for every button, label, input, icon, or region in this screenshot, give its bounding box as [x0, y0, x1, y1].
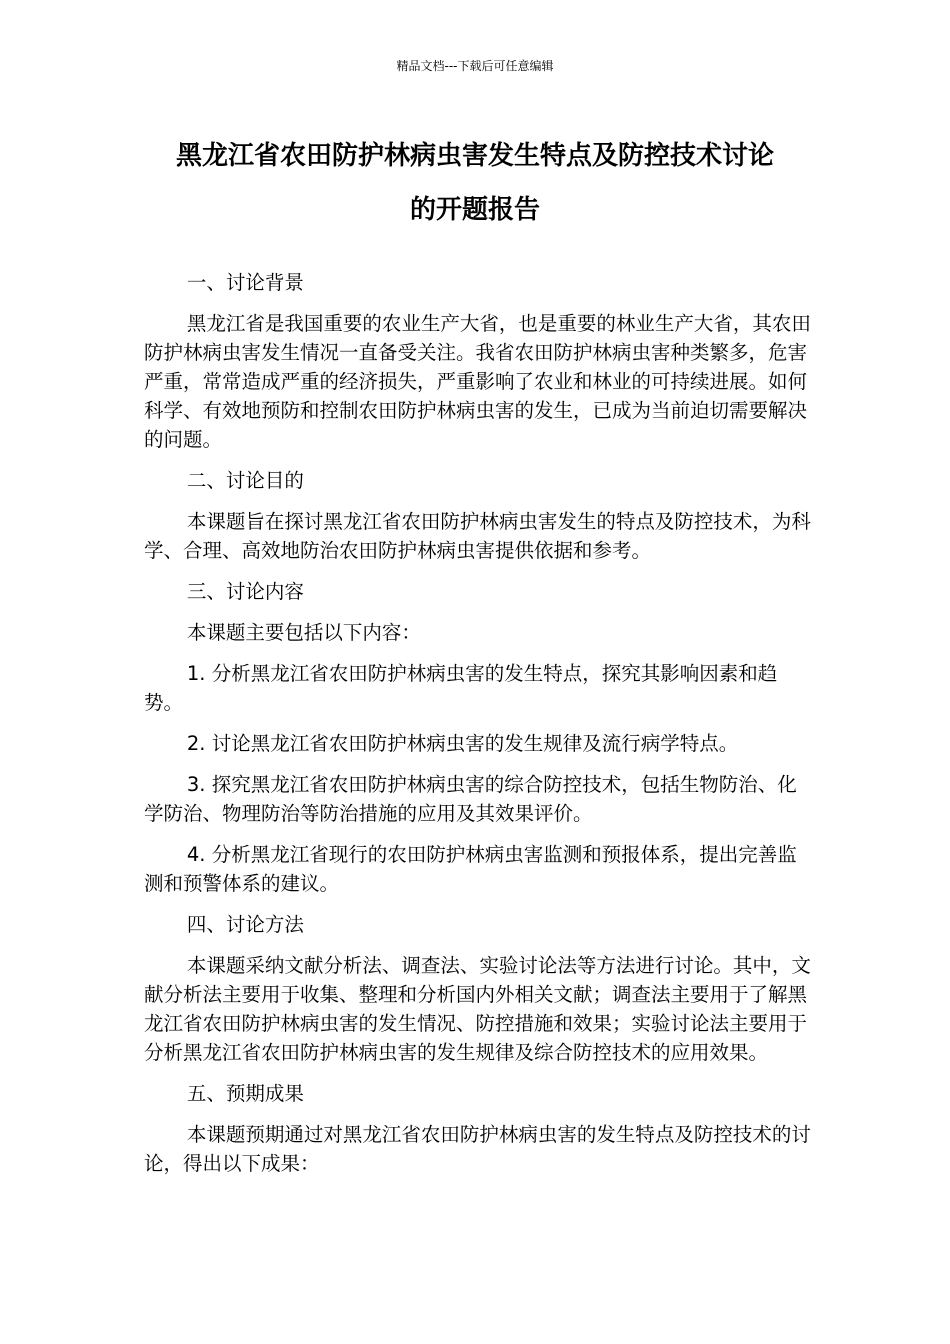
paragraph-methods: 本课题采纳文献分析法、调查法、实验讨论法等方法进行讨论。其中，文献分析法主要用于收集、整理和分析国内外相关文献；调查法主要用于了解黑龙江省农田防护林病虫害的发生情况、防控措施和效果；实验讨论法主要用于分析黑龙江省农田防护林病虫害的发生规律及综合防控技术的应用效果。	[144, 954, 811, 1064]
section-heading-content: 三、讨论内容	[186, 580, 304, 603]
section-heading-background: 一、讨论背景	[186, 271, 304, 294]
paragraph-purpose: 本课题旨在探讨黑龙江省农田防护林病虫害发生的特点及防控技术，为科学、合理、高效地防治农田防护林病虫害提供依据和参考。	[144, 510, 811, 562]
paragraph-expected-results: 本课题预期通过对黑龙江省农田防护林病虫害的发生特点及防控技术的讨论，得出以下成果：	[144, 1123, 811, 1175]
list-item-content-4: 4. 分析黑龙江省现行的农田防护林病虫害监测和预报体系，提出完善监测和预警体系的建议。	[144, 843, 797, 895]
paragraph-content-intro: 本课题主要包括以下内容：	[186, 621, 421, 644]
section-heading-methods: 四、讨论方法	[186, 913, 304, 936]
page-header: 精品文档---下载后可任意编辑	[396, 59, 554, 73]
section-heading-purpose: 二、讨论目的	[186, 469, 304, 492]
list-item-content-3: 3. 探究黑龙江省农田防护林病虫害的综合防控技术，包括生物防治、化学防治、物理防治等防治措施的应用及其效果评价。	[144, 773, 797, 825]
list-item-content-1: 1. 分析黑龙江省农田防护林病虫害的发生特点，探究其影响因素和趋势。	[144, 662, 778, 714]
document-title-line-1: 黑龙江省农田防护林病虫害发生特点及防控技术讨论	[175, 141, 774, 171]
document-body	[144, 268, 812, 1190]
paragraph-background: 黑龙江省是我国重要的农业生产大省，也是重要的林业生产大省，其农田防护林病虫害发生情况一直备受关注。我省农田防护林病虫害种类繁多，危害严重，常常造成严重的经济损失，严重影响了农业和林业的可持续进展。如何科学、有效地预防和控制农田防护林病虫害的发生，已成为当前迫切需要解决的问题。	[144, 312, 811, 451]
list-item-content-2: 2. 讨论黑龙江省农田防护林病虫害的发生规律及流行病学特点。	[186, 732, 739, 755]
section-heading-expected-results: 五、预期成果	[186, 1082, 304, 1105]
document-title-line-2: 的开题报告	[409, 195, 540, 225]
